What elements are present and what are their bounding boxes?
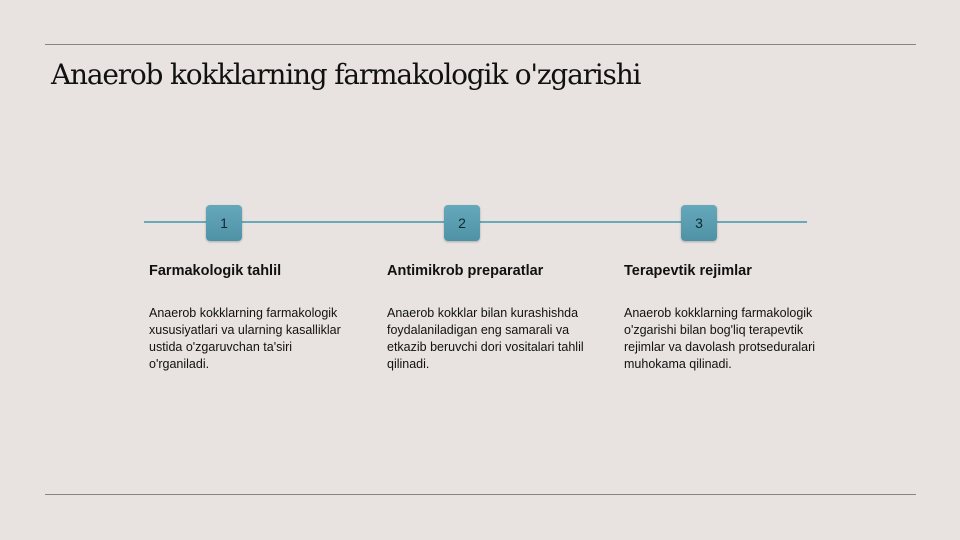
- step-column-1: [149, 263, 349, 373]
- step-description-2: Anaerob kokklar bilan kurashishda foydalaniladigan eng samarali va etkazib beruvchi dori vositalari tahlil qilinadi.: [387, 306, 584, 371]
- step-description-1: Anaerob kokklarning farmakologik xususiyatlari va ularning kasalliklar ustida o'zgaruvchan ta'siri o'rganiladi.: [149, 306, 341, 371]
- step-heading-3: Terapevtik rejimlar: [624, 263, 752, 279]
- step-heading-2: Antimikrob preparatlar: [387, 263, 544, 279]
- step-marker-3: 3: [681, 205, 717, 241]
- slide-title: Anaerob kokklarning farmakologik o'zgarishi: [51, 58, 641, 91]
- step-marker-2: 2: [444, 205, 480, 241]
- step-marker-1: 1: [206, 205, 242, 241]
- step-description-3: Anaerob kokklarning farmakologik o'zgarishi bilan bog'liq terapevtik rejimlar va davolash protseduralari muhokama qilinadi.: [624, 306, 816, 371]
- bottom-divider: [45, 494, 916, 495]
- top-divider: [45, 44, 916, 45]
- step-column-2: [387, 263, 587, 373]
- step-column-3: [624, 263, 824, 373]
- step-heading-1: Farmakologik tahlil: [149, 263, 282, 279]
